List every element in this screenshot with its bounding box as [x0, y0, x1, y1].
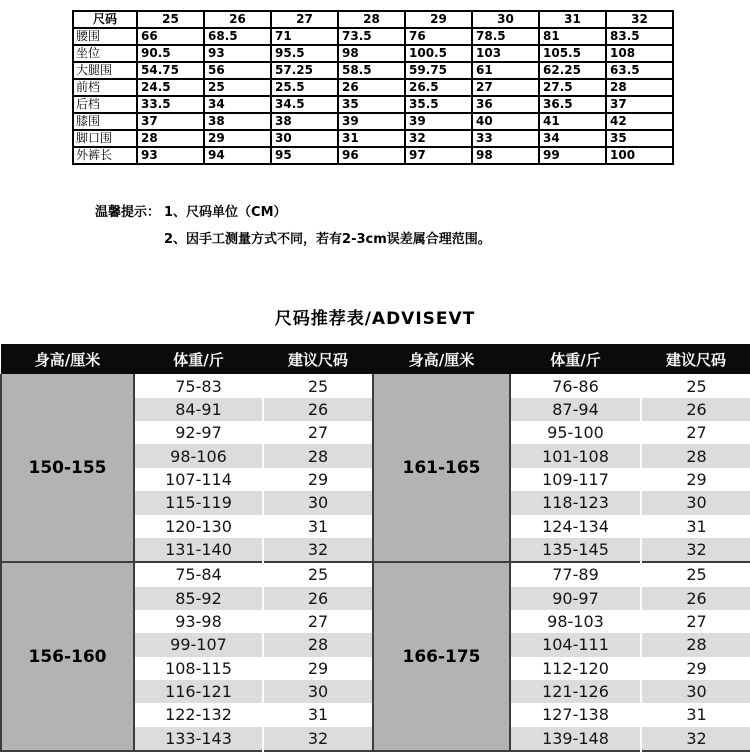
size-col-header: 28 [338, 11, 405, 28]
recommended-size-cell: 32 [641, 727, 750, 751]
measurement-value-cell: 38 [204, 113, 271, 130]
recommend-header-cell: 身高/厘米 [1, 344, 134, 374]
recommended-size-cell: 30 [263, 491, 373, 514]
note-line-2: 2、因手工测量方式不同，若有2-3cm误差属合理范围。 [164, 232, 491, 247]
measurement-value-cell: 66 [137, 28, 204, 45]
recommended-size-cell: 29 [641, 468, 750, 491]
recommended-size-cell: 25 [641, 562, 750, 586]
weight-range-cell: 98-103 [547, 612, 604, 632]
recommended-size-cell: 26 [263, 398, 373, 421]
measurement-value-cell: 38 [271, 113, 338, 130]
weight-range-cell: 101-108 [510, 444, 641, 467]
measurement-value-cell: 100 [606, 147, 673, 164]
weight-range-cell: 133-143 [134, 727, 263, 751]
measurement-value-cell: 68.5 [204, 28, 271, 45]
notes-lines [164, 199, 491, 253]
measurement-value-cell: 98 [472, 147, 539, 164]
recommended-size-cell: 32 [263, 727, 373, 751]
recommended-size-cell: 28 [641, 444, 750, 467]
measurement-value-cell: 27.5 [539, 79, 606, 96]
measurement-value-cell: 97 [405, 147, 472, 164]
measurement-value-cell: 93 [137, 147, 204, 164]
weight-range-cell: 75-83 [175, 376, 222, 396]
measurement-value-cell: 33.5 [137, 96, 204, 113]
recommended-size-cell: 32 [641, 538, 750, 562]
weight-range-cell: 98-106 [134, 444, 263, 467]
recommended-size-cell: 27 [641, 421, 750, 444]
measurement-value-cell: 73.5 [338, 28, 405, 45]
weight-range-cell: 107-114 [165, 469, 232, 489]
measurement-row-label: 大腿围 [73, 62, 137, 79]
measurement-row-label: 膝围 [73, 113, 137, 130]
size-col-header: 31 [539, 11, 606, 28]
measurement-value-cell: 63.5 [606, 62, 673, 79]
measurement-value-cell: 103 [472, 45, 539, 62]
weight-range-cell: 104-111 [510, 633, 641, 656]
measurement-value-cell: 94 [204, 147, 271, 164]
measurement-value-cell: 58.5 [338, 62, 405, 79]
recommended-size-cell: 32 [263, 538, 373, 562]
measurement-value-cell: 28 [606, 79, 673, 96]
recommend-header-cell: 建议尺码 [263, 344, 373, 374]
recommended-size-cell: 25 [263, 562, 373, 586]
notes-prefix: 温馨提示： [95, 205, 161, 220]
size-col-header: 30 [472, 11, 539, 28]
measurement-value-cell: 25 [204, 79, 271, 96]
measurement-value-cell: 95 [271, 147, 338, 164]
measurement-value-cell: 35 [338, 96, 405, 113]
recommended-size-cell: 29 [263, 468, 373, 491]
recommend-header-cell: 建议尺码 [641, 344, 750, 374]
table-row [1, 562, 750, 586]
weight-range-cell: 116-121 [134, 680, 263, 703]
measurement-value-cell: 93 [204, 45, 271, 62]
recommended-size-cell: 30 [263, 680, 373, 703]
weight-range-cell: 75-84 [134, 562, 263, 586]
height-range-cell: 156-160 [1, 562, 134, 751]
measurement-row-label: 外裤长 [73, 147, 137, 164]
measurement-value-cell: 28 [137, 130, 204, 147]
weight-range-cell: 122-132 [165, 705, 232, 725]
recommended-size-cell: 25 [263, 374, 373, 397]
size-measurement-table [72, 10, 674, 165]
table-row [73, 62, 673, 79]
measurement-value-cell: 90.5 [137, 45, 204, 62]
measurement-value-cell: 40 [472, 113, 539, 130]
size-recommend-table [0, 344, 750, 752]
recommended-size-cell: 30 [641, 491, 750, 514]
measurement-row-label: 脚口围 [73, 130, 137, 147]
height-range-cell: 166-175 [373, 562, 510, 751]
weight-range-cell: 139-148 [510, 727, 641, 751]
measurement-value-cell: 34 [539, 130, 606, 147]
weight-range-cell: 87-94 [510, 398, 641, 421]
weight-range-cell: 77-89 [510, 562, 641, 586]
measurement-value-cell: 105.5 [539, 45, 606, 62]
notes [95, 199, 491, 253]
recommended-size-cell: 28 [263, 633, 373, 656]
measurement-value-cell: 96 [338, 147, 405, 164]
weight-range-cell: 99-107 [134, 633, 263, 656]
recommended-size-cell: 31 [263, 515, 373, 538]
size-col-header: 25 [137, 11, 204, 28]
measurement-value-cell: 30 [271, 130, 338, 147]
recommended-size-cell: 27 [641, 610, 750, 633]
weight-range-cell: 84-91 [134, 398, 263, 421]
weight-range-cell: 112-120 [542, 658, 609, 678]
measurement-value-cell: 57.25 [271, 62, 338, 79]
weight-range-cell: 108-115 [165, 658, 232, 678]
measurement-value-cell: 34.5 [271, 96, 338, 113]
measurement-value-cell: 26.5 [405, 79, 472, 96]
weight-range-cell: 124-134 [542, 516, 609, 536]
measurement-value-cell: 42 [606, 113, 673, 130]
measurement-value-cell: 83.5 [606, 28, 673, 45]
height-range-cell: 150-155 [1, 374, 134, 562]
measurement-value-cell: 99 [539, 147, 606, 164]
table-row [1, 344, 750, 374]
recommend-header-cell: 体重/斤 [134, 344, 263, 374]
size-col-header: 29 [405, 11, 472, 28]
measurement-value-cell: 36.5 [539, 96, 606, 113]
measurement-value-cell: 54.75 [137, 62, 204, 79]
table-row [73, 96, 673, 113]
table-row [73, 113, 673, 130]
measurement-value-cell: 26 [338, 79, 405, 96]
measurement-row-label: 腰围 [73, 28, 137, 45]
measurement-value-cell: 37 [606, 96, 673, 113]
weight-range-cell: 135-145 [510, 538, 641, 562]
table-row [73, 79, 673, 96]
recommended-size-cell: 27 [263, 610, 373, 633]
measurement-value-cell: 76 [405, 28, 472, 45]
table-row [73, 28, 673, 45]
height-range-cell: 161-165 [373, 374, 510, 562]
weight-range-cell: 118-123 [510, 491, 641, 514]
recommend-header-cell: 体重/斤 [510, 344, 641, 374]
measurement-row-label: 后档 [73, 96, 137, 113]
measurement-value-cell: 78.5 [472, 28, 539, 45]
measurement-value-cell: 31 [338, 130, 405, 147]
recommended-size-cell: 30 [641, 680, 750, 703]
measurement-value-cell: 36 [472, 96, 539, 113]
measurement-value-cell: 25.5 [271, 79, 338, 96]
weight-range-cell: 120-130 [165, 516, 232, 536]
weight-range-cell: 90-97 [510, 587, 641, 610]
measurement-value-cell: 71 [271, 28, 338, 45]
recommended-size-cell: 26 [641, 587, 750, 610]
weight-range-cell: 95-100 [547, 423, 604, 443]
table-row [73, 11, 673, 28]
measurement-value-cell: 59.75 [405, 62, 472, 79]
recommended-size-cell: 31 [641, 703, 750, 726]
size-col-header: 32 [606, 11, 673, 28]
recommended-size-cell: 25 [641, 374, 750, 397]
recommended-size-cell: 26 [641, 398, 750, 421]
measurement-value-cell: 39 [405, 113, 472, 130]
recommended-size-cell: 29 [263, 657, 373, 680]
measurement-row-label: 坐位 [73, 45, 137, 62]
recommended-size-cell: 31 [641, 515, 750, 538]
size-col-header: 26 [204, 11, 271, 28]
measurement-value-cell: 41 [539, 113, 606, 130]
measurement-value-cell: 81 [539, 28, 606, 45]
measurement-value-cell: 56 [204, 62, 271, 79]
recommend-table-title: 尺码推荐表/ADVISEVT [274, 309, 476, 329]
weight-range-cell: 92-97 [175, 423, 222, 443]
recommended-size-cell: 27 [263, 421, 373, 444]
weight-range-cell: 115-119 [134, 491, 263, 514]
measurement-row-label: 前档 [73, 79, 137, 96]
size-table-corner: 尺码 [73, 11, 137, 28]
measurement-value-cell: 32 [405, 130, 472, 147]
measurement-value-cell: 98 [338, 45, 405, 62]
recommended-size-cell: 28 [641, 633, 750, 656]
table-row [73, 147, 673, 164]
table-row [73, 45, 673, 62]
weight-range-cell: 109-117 [542, 469, 609, 489]
measurement-value-cell: 34 [204, 96, 271, 113]
measurement-value-cell: 24.5 [137, 79, 204, 96]
measurement-value-cell: 62.25 [539, 62, 606, 79]
measurement-value-cell: 27 [472, 79, 539, 96]
table-row [73, 130, 673, 147]
measurement-value-cell: 33 [472, 130, 539, 147]
weight-range-cell: 131-140 [134, 538, 263, 562]
measurement-value-cell: 61 [472, 62, 539, 79]
measurement-value-cell: 37 [137, 113, 204, 130]
measurement-value-cell: 35 [606, 130, 673, 147]
recommend-header-cell: 身高/厘米 [373, 344, 510, 374]
table-row [1, 374, 750, 397]
weight-range-cell: 127-138 [542, 705, 609, 725]
measurement-value-cell: 108 [606, 45, 673, 62]
measurement-value-cell: 39 [338, 113, 405, 130]
recommended-size-cell: 26 [263, 587, 373, 610]
recommended-size-cell: 31 [263, 703, 373, 726]
weight-range-cell: 85-92 [134, 587, 263, 610]
size-col-header: 27 [271, 11, 338, 28]
measurement-value-cell: 100.5 [405, 45, 472, 62]
recommended-size-cell: 29 [641, 657, 750, 680]
measurement-value-cell: 29 [204, 130, 271, 147]
weight-range-cell: 121-126 [510, 680, 641, 703]
recommended-size-cell: 28 [263, 444, 373, 467]
note-line-1: 1、尺码单位（CM） [164, 205, 287, 220]
weight-range-cell: 93-98 [175, 612, 222, 632]
measurement-value-cell: 35.5 [405, 96, 472, 113]
measurement-value-cell: 95.5 [271, 45, 338, 62]
weight-range-cell: 76-86 [552, 376, 599, 396]
